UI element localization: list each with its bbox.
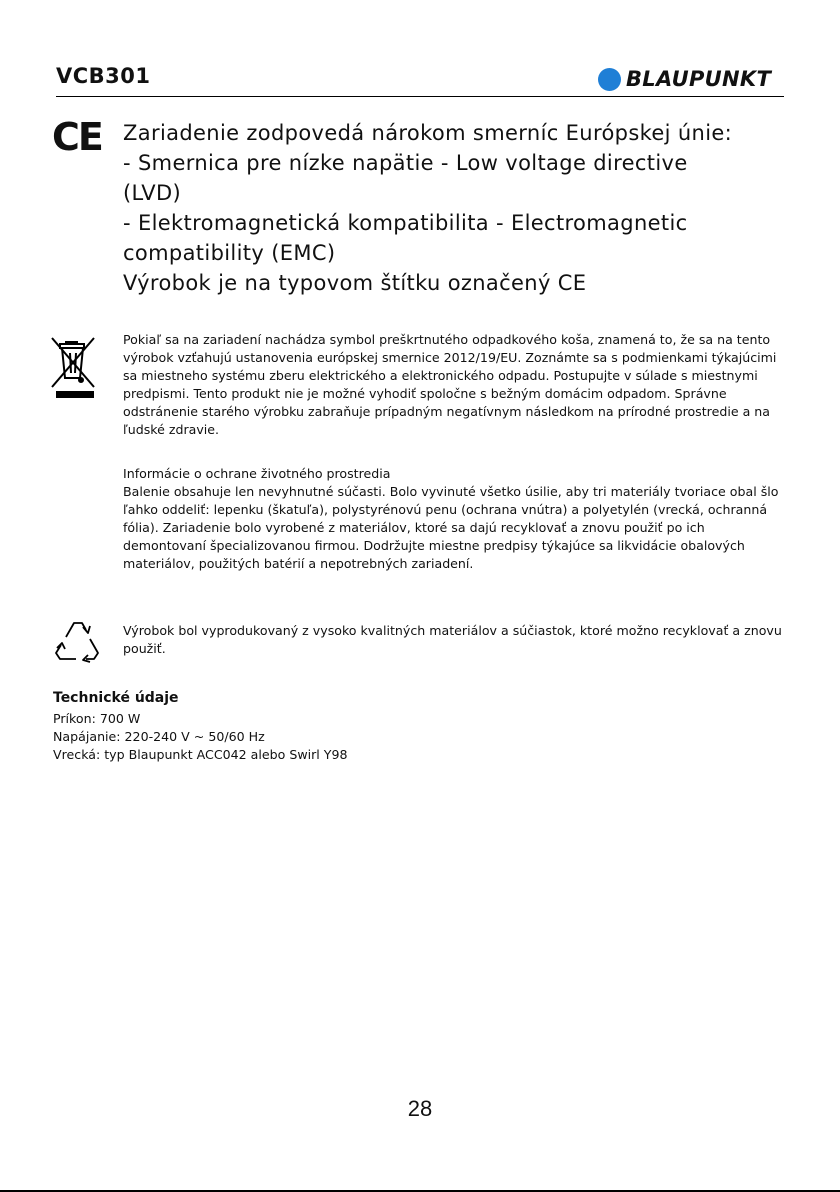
page-number: 28 xyxy=(407,1096,433,1121)
brand-logo xyxy=(598,66,771,92)
ce-declaration xyxy=(123,118,813,298)
recycle-icon xyxy=(52,617,100,665)
ce-line: (LVD) xyxy=(123,181,182,205)
model-name: VCB301 xyxy=(56,64,151,88)
ce-line: - Smernica pre nízke napätie - Low voltage directive xyxy=(123,151,688,175)
supply-spec: Napájanie: 220-240 V ~ 50/60 Hz xyxy=(53,729,265,744)
recycle-text: Výrobok bol vyprodukovaný z vysoko kvalitných materiálov a súčiastok, ktoré možno recyklovať a znovu použiť. xyxy=(123,623,782,656)
ce-line: Výrobok je na typovom štítku označený CE xyxy=(123,271,587,295)
technical-data xyxy=(53,710,348,764)
ce-line: - Elektromagnetická kompatibilita - Electromagnetic xyxy=(123,211,688,235)
technical-data-title: Technické údaje xyxy=(53,690,179,706)
environment-text: Balenie obsahuje len nevyhnutné súčasti. Bolo vyvinuté všetko úsilie, aby tri materiály tvoriace obal šlo ľahko oddeliť: lepenku (škatuľa), polystyrénovú penu (ochrana vnútra) a polyetylén (vrecká, ochranná fólia). Zariadenie bolo vyrobené z materiálov, ktoré sa dajú recyklovať a znovu použiť po ich demontovaní špecializovanou firmou. Dodržujte miestne predpisy týkajúce sa likvidácie obalových materiálov, použitých batérií a nepotrebných zariadení. xyxy=(123,484,779,571)
brand-name: BLAUPUNKT xyxy=(626,67,772,91)
ce-line: Zariadenie zodpovedá nárokom smerníc Európskej únie: xyxy=(123,121,733,145)
ce-line: compatibility (EMC) xyxy=(123,241,336,265)
crossed-out-wheeled-bin-icon xyxy=(50,335,100,399)
header-divider xyxy=(56,96,784,97)
ce-mark-icon: CE xyxy=(52,115,102,159)
brand-dot-icon xyxy=(598,68,621,91)
weee-disposal-text: Pokiaľ sa na zariadení nachádza symbol preškrtnutého odpadkového koša, znamená to, že sa na tento výrobok vzťahujú ustanovenia európskej smernice 2012/19/EU. Zoznámte sa s podmienkami týkajúcimi sa miestneho systému zberu elektrického a elektronického odpadu. Postupujte v súlade s miestnymi predpismi. Tento produkt nie je možné vyhodiť spoločne s bežným domácim odpadom. Správne odstránenie starého výrobku zabraňuje prípadným negatívnym následkom na prírodné prostredie a na ľudské zdravie. xyxy=(123,332,777,437)
environment-title: Informácie o ochrane životného prostredia xyxy=(123,466,391,481)
bags-spec: Vrecká: typ Blaupunkt ACC042 alebo Swirl Y98 xyxy=(53,747,348,762)
power-spec: Príkon: 700 W xyxy=(53,711,141,726)
